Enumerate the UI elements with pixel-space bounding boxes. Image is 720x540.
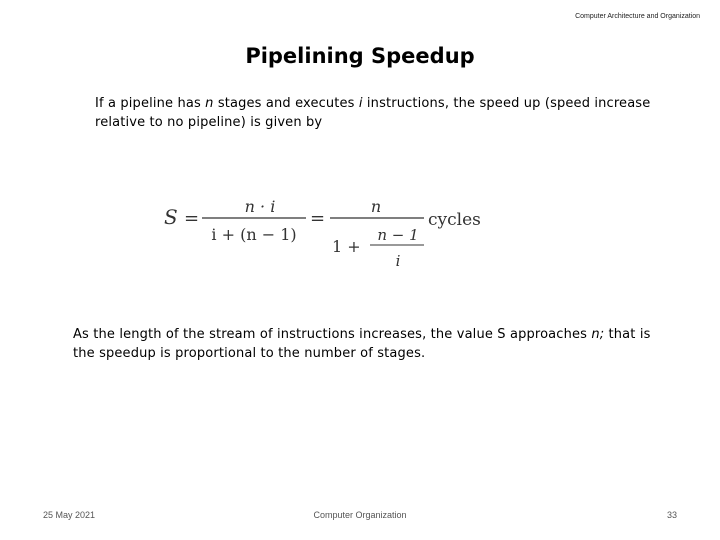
formula-lhs: S [164,205,178,229]
intro-paragraph [95,94,655,132]
formula-den-2-lead: 1 + [332,237,361,256]
course-header: Computer Architecture and Organization [575,13,700,20]
intro-text-2: stages and executes [213,96,359,111]
intro-var-n: n [205,96,214,111]
formula-graphic [160,190,490,280]
formula-num-2: n [370,197,382,216]
footer-date: 25 May 2021 [43,510,96,520]
slide-title: Pipelining Speedup [245,44,475,68]
formula-num-1: n · i [244,197,276,216]
formula-inner-num: n − 1 [377,226,419,244]
conclusion-var-n: n; [591,327,605,342]
intro-text-3: instructions, the speed up (speed increase relative to no pipeline) is given by [95,96,651,130]
formula-unit: cycles [428,210,481,230]
footer-course: Computer Organization [313,510,407,520]
formula-den-1: i + (n − 1) [211,225,297,244]
formula-inner-den: i [395,252,401,270]
conclusion-paragraph [73,325,673,363]
intro-text-1: If a pipeline has [95,96,206,111]
formula-eq-1: = [184,208,200,229]
page-number: 33 [666,510,677,520]
formula-eq-2: = [310,208,326,229]
speedup-formula [160,190,490,280]
conclusion-text-2: that is the speedup is proportional to the number of stages. [73,327,651,361]
intro-var-i: i [358,96,363,111]
conclusion-text-1: As the length of the stream of instructions increases, the value S approaches [73,327,592,342]
